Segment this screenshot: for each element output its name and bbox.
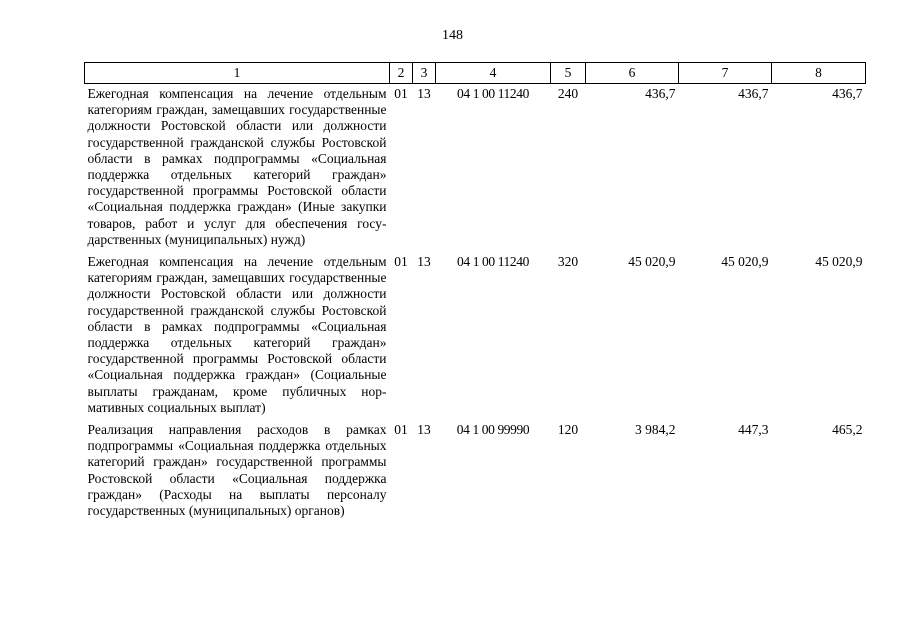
amount-col6: 436,7 (645, 86, 676, 101)
target-article-code: 04 1 00 99990 (456, 422, 530, 438)
row-description: Ежегодная компенсация на лечение отдельным категориям граждан, замещавших государственные должности Ростовской области или должности государственной гражданской службы Ростовской области в рамках подпрограммы «Социальная поддержка отдельных категорий граждан» государственной программы Ростовской области «Социальная поддержка граждан» (Иные закупки товаров, работ и услуг для обеспечения государственных (муниципальных) нужд) (87, 86, 387, 247)
table-row (85, 252, 866, 420)
amount-col8: 45 020,9 (815, 254, 863, 270)
expense-type-code: 240 (557, 86, 579, 101)
column-header: 6 (586, 63, 679, 84)
section-code: 01 (394, 254, 408, 270)
subsection-code: 13 (417, 422, 431, 438)
row-description: Ежегодная компенсация на лечение отдельным категориям граждан, замещавших государственные должности Ростовской области или должности государственной гражданской службы Ростовской области в рамках подпрограммы «Социальная поддержка отдельных категорий граждан» государственной программы Ростовской области «Социальная поддержка граждан» (Социальные выплаты гражданам, кроме публичных нормативных социальных выплат) (87, 254, 387, 415)
column-header: 8 (772, 63, 866, 84)
row-description: Реализация направления расходов в рамках подпрограммы «Социальная поддержка отдельных категорий граждан» государственной программы Ростовской области «Социальная поддержка граждан» (Расходы на выплаты персоналу государственных (муниципальных) органов) (87, 422, 387, 519)
column-header: 2 (390, 63, 413, 84)
section-code: 01 (394, 86, 408, 101)
amount-col6: 3 984,2 (635, 422, 676, 438)
section-code: 01 (394, 422, 408, 438)
amount-col7: 45 020,9 (721, 254, 769, 270)
amount-col8: 465,2 (832, 422, 863, 438)
column-header: 4 (436, 63, 551, 84)
subsection-code: 13 (417, 254, 431, 270)
expense-type-code: 320 (557, 254, 579, 270)
subsection-code: 13 (417, 86, 431, 101)
column-header: 3 (413, 63, 436, 84)
column-header: 5 (551, 63, 586, 84)
column-header: 1 (85, 63, 390, 84)
amount-col7: 447,3 (738, 422, 769, 438)
header-row (85, 63, 866, 84)
budget-table (84, 62, 866, 523)
table-row (85, 84, 866, 253)
target-article-code: 04 1 00 11240 (457, 86, 529, 101)
amount-col6: 45 020,9 (628, 254, 676, 270)
expense-type-code: 120 (557, 422, 579, 438)
column-header: 7 (679, 63, 772, 84)
table-row (85, 420, 866, 523)
page-number: 148 (442, 28, 463, 43)
target-article-code: 04 1 00 11240 (457, 254, 529, 270)
amount-col7: 436,7 (738, 86, 769, 101)
amount-col8: 436,7 (832, 86, 863, 101)
